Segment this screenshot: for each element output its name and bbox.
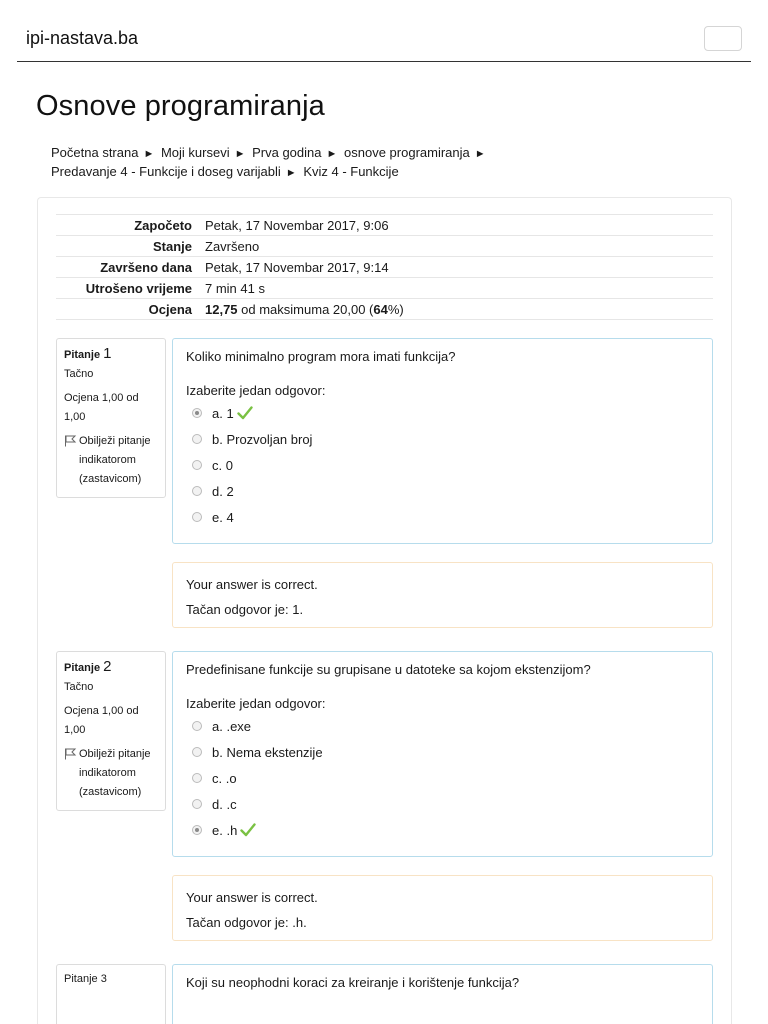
answer-text: e. 4 [212,509,234,525]
menu-toggle-button[interactable] [704,26,742,51]
breadcrumb-link[interactable]: Kviz 4 - Funkcije [303,164,399,179]
question-info-3 [56,964,166,1024]
question-label: Pitanje [64,973,98,985]
breadcrumb [51,144,571,182]
breadcrumb-link[interactable]: Prva godina [252,145,322,160]
breadcrumb-separator: ► [474,148,486,160]
site-name[interactable]: ipi-nastava.ba [26,28,139,48]
right-answer-text: Tačan odgovor je: 1. [186,602,304,617]
question-label: Pitanje [64,349,101,361]
answer-text: d. .c [212,796,237,812]
answer-option [186,739,699,765]
breadcrumb-link[interactable]: Moji kursevi [160,145,230,160]
flag-icon [64,435,77,447]
radio-button[interactable] [192,512,202,522]
flag-question-toggle[interactable] [64,745,158,802]
summary-row-time [56,278,713,299]
grade-max: od maksimuma 20,00 ( [237,301,374,317]
question-number: 1 [103,345,112,362]
question-number-line [64,970,158,989]
answer-prompt: Izaberite jedan odgovor: [186,383,326,398]
answer-option [186,817,699,843]
question-number-line [64,344,158,365]
breadcrumb-separator: ► [143,148,155,160]
answer-text: c. .o [212,770,237,786]
question-status: Tačno [64,368,94,380]
answer-text: b. Nema ekstenzije [212,744,323,760]
feedback-box-1 [172,562,713,628]
answer-option [186,452,699,478]
flag-label: Obilježi pitanje indikatorom (zastavicom) [79,748,151,798]
grade-percent-sign: %) [387,301,404,317]
breadcrumb-link[interactable]: Početna strana [51,145,139,160]
flag-question-toggle[interactable] [64,432,158,489]
question-info-2 [56,651,166,811]
answer-option [186,426,699,452]
question-info-1 [56,338,166,498]
radio-button[interactable] [192,747,202,757]
breadcrumb-separator: ► [326,148,338,160]
question-status: Tačno [64,681,94,693]
radio-button[interactable] [192,460,202,470]
summary-label: Utrošeno vrijeme [85,280,192,296]
question-mark: Ocjena 1,00 od 1,00 [64,392,139,423]
radio-button[interactable] [192,721,202,731]
question-text: Koliko minimalno program mora imati funkcija? [186,349,456,364]
summary-label: Ocjena [148,301,192,317]
summary-value: Petak, 17 Novembar 2017, 9:14 [205,259,389,275]
question-box-2 [172,651,713,857]
grade-percent: 64 [373,301,388,317]
answer-text: d. 2 [212,483,234,499]
answer-option [186,791,699,817]
grade-score: 12,75 [205,301,238,317]
answer-text: c. 0 [212,457,233,473]
answer-option [186,504,699,530]
summary-value: Završeno [205,238,260,254]
breadcrumb-link[interactable]: Predavanje 4 - Funkcije i doseg varijabli [51,164,281,179]
grade-value [205,302,713,317]
radio-button[interactable] [192,825,202,835]
question-box-3 [172,964,713,1024]
answer-prompt: Izaberite jedan odgovor: [186,696,326,711]
summary-row-state [56,236,713,257]
question-number: 2 [103,658,112,675]
breadcrumb-separator: ► [234,148,246,160]
radio-button[interactable] [192,486,202,496]
breadcrumb-separator: ► [285,167,297,179]
radio-button[interactable] [192,408,202,418]
summary-row-started [56,215,713,236]
answer-text: e. .h [212,822,238,838]
question-text: Predefinisane funkcije su grupisane u datoteke sa kojom ekstenzijom? [186,662,591,677]
right-answer-text: Tačan odgovor je: .h. [186,915,307,930]
breadcrumb-link[interactable]: osnove programiranja [344,145,470,160]
flag-label: Obilježi pitanje indikatorom (zastavicom) [79,435,151,485]
radio-button[interactable] [192,799,202,809]
question-box-1 [172,338,713,544]
answer-option [186,765,699,791]
radio-button[interactable] [192,434,202,444]
answer-option [186,478,699,504]
feedback-box-2 [172,875,713,941]
answer-text: a. 1 [212,405,234,421]
check-icon [240,823,256,837]
question-label: Pitanje [64,662,101,674]
radio-button[interactable] [192,773,202,783]
question-text: Koji su neophodni koraci za kreiranje i korištenje funkcija? [186,975,520,990]
answer-option [186,400,699,426]
answer-option [186,713,699,739]
feedback-text: Your answer is correct. [186,577,318,592]
attempt-summary-table [56,214,713,320]
summary-label: Stanje [152,238,192,254]
flag-icon [64,748,77,760]
check-icon [237,406,253,420]
answer-list [186,713,699,843]
summary-label: Započeto [134,217,192,233]
summary-row-completed [56,257,713,278]
summary-row-grade [56,299,713,320]
answer-text: a. .exe [212,718,252,734]
feedback-text: Your answer is correct. [186,890,318,905]
answer-text: b. Prozvoljan broj [212,431,313,447]
page-title: Osnove programiranja [36,90,325,122]
top-navbar [17,0,751,62]
question-number: 3 [100,973,107,985]
summary-value: Petak, 17 Novembar 2017, 9:06 [205,217,389,233]
question-number-line [64,657,158,678]
summary-value: 7 min 41 s [205,280,265,296]
question-mark: Ocjena 1,00 od 1,00 [64,705,139,736]
summary-label: Završeno dana [100,259,192,275]
answer-list [186,400,699,530]
